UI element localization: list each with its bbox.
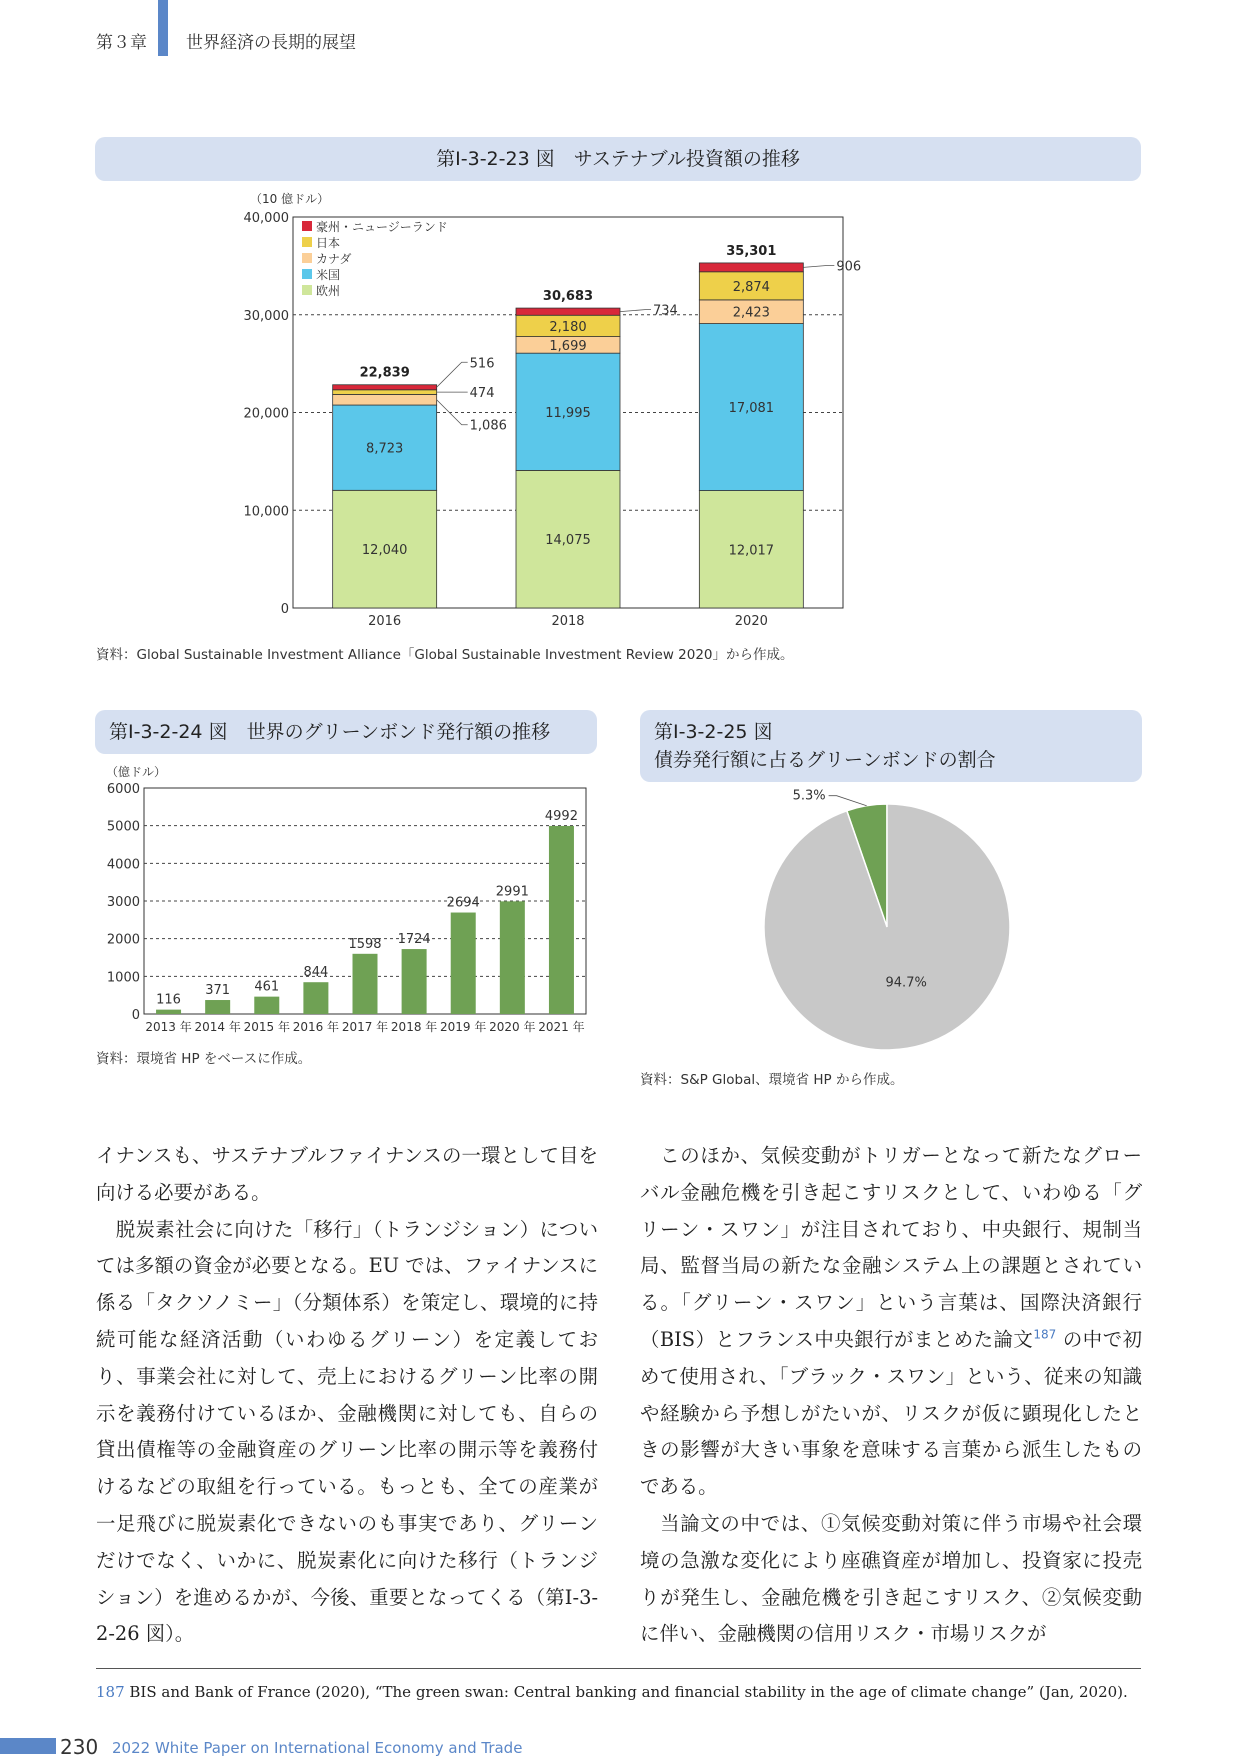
data-label: 2,180 [549,319,587,335]
x-tick-label: 2015 年 [243,1020,290,1034]
figure-24-title: 第Ⅰ-3-2-24 図 世界のグリーンボンド発行額の推移 [95,710,597,754]
y-tick-label: 0 [131,1008,140,1023]
data-label: 1598 [348,936,382,952]
total-label: 22,839 [359,365,410,381]
legend-label: 米国 [316,268,341,282]
bar [500,901,525,1014]
body-paragraph: 脱炭素社会に向けた「移行」（トランジション）については多額の資金が必要となる。EU では、ファイナンスに係る「タクソノミー」（分類体系）を策定し、環境的に持続可能な経済活動（いわゆるグリーン）を定義しており、事業会社に対して、売上におけるグリーン比率の開示を義務付けているほか、金融機関に対しても、自らの貸出債権等の金融資産のグリーン比率の開示等を義務付けるなどの取組を行っている。もっとも、全ての産業が一足飛びに脱炭素化できないのも事実であり、グリーンだけでなく、いかに、脱炭素化に向けた移行（トランジション）を進めるかが、今後、重要となってくる（第Ⅰ-3-2-26 図）。 [96,1217,598,1646]
x-tick-label: 2014 年 [194,1020,241,1034]
data-label: 1,086 [469,418,507,434]
y-tick-label: 30,000 [243,308,289,324]
green-bond-issuance-chart [96,762,596,1047]
bar [254,997,279,1014]
data-label: 12,017 [728,543,775,559]
bar [303,982,328,1014]
y-tick-label: 4000 [106,857,140,873]
x-tick-label: 2016 [368,614,402,629]
x-tick-label: 2018 [551,614,585,629]
x-tick-label: 2021 年 [538,1020,585,1034]
pie-slice [764,804,1010,1050]
data-label: 12,040 [361,543,408,559]
legend-swatch [302,221,312,231]
x-tick-label: 2017 年 [341,1020,389,1034]
page-number: 230 [60,1735,99,1759]
leader-line [803,265,834,267]
data-label: 2991 [495,884,529,900]
chapter-label: 第３章 [96,33,147,53]
footnote-divider [96,1668,1141,1669]
bar [549,826,574,1014]
data-label: 461 [254,979,280,995]
y-tick-label: 5000 [106,819,140,835]
data-label: 2694 [446,895,480,911]
body-text: の中で初めて使用され、「ブラック・スワン」という、従来の知識や経験から予想しがたいが、リスクが仮に顕現化したときの影響が大きい事象を意味する言葉から派生したものである。 [640,1327,1142,1499]
body-paragraph: イナンスも、サステナブルファイナンスの一環として目を向ける必要がある。 [96,1144,598,1204]
bar-segment [333,390,437,395]
legend-swatch [302,253,312,263]
sustainable-investment-chart [243,190,970,635]
y-tick-label: 6000 [106,782,140,797]
body-text: このほか、気候変動がトリガーとなって新たなグローバル金融危機を引き起こすリスクとして、いわゆる「グリーン・スワン」が注目されており、中央銀行、規制当局、監督当局の新たな金融システム上の課題とされている。「グリーン・スワン」という言葉は、国際決済銀行（BIS）とフランス中央銀行がまとめた論文 [640,1144,1142,1351]
bar-segment [333,394,437,405]
legend-swatch [302,237,312,247]
data-label: 11,995 [545,405,591,421]
data-label: 1,699 [549,338,587,354]
y-tick-label: 10,000 [243,504,289,520]
data-label: 2,874 [732,279,770,295]
leader-line [829,796,867,806]
y-tick-label: 40,000 [243,211,289,226]
data-label: 1724 [397,932,431,948]
slice-label: 5.3% [792,788,826,804]
data-label: 371 [205,983,231,999]
slice-label: 94.7% [885,975,927,991]
figure-25-title-line1: 第Ⅰ-3-2-25 図 [654,721,773,743]
data-label: 906 [836,259,862,275]
body-paragraph [640,1138,1142,1506]
total-label: 30,683 [542,289,594,305]
total-label: 35,301 [726,243,777,259]
header-accent-bar [158,0,168,56]
y-axis-unit: （10 億ドル） [250,192,330,206]
legend-label: 日本 [316,236,341,250]
y-tick-label: 3000 [106,895,140,910]
chapter-title: 世界経済の長期的展望 [186,33,356,53]
legend-label: カナダ [316,252,352,266]
figure-23-title: 第Ⅰ-3-2-23 図 サステナブル投資額の推移 [95,137,1141,181]
legend-swatch [302,285,312,295]
green-bond-share-pie [740,790,1040,1060]
figure-25-title-line2: 債券発行額に占るグリーンボンドの割合 [654,749,996,771]
y-tick-label: 20,000 [243,406,289,422]
bar-segment [516,308,620,315]
y-tick-label: 2000 [106,932,140,948]
leader-line [437,362,468,387]
x-tick-label: 2019 年 [440,1020,487,1034]
footnote [96,1683,1128,1701]
bar [451,913,476,1014]
body-column-right [640,1138,1142,1653]
figure-24-source: 資料：環境省 HP をベースに作成。 [96,1051,312,1067]
bar-segment [699,263,803,272]
bar [205,1000,230,1014]
data-label: 474 [469,386,495,402]
data-label: 844 [303,965,329,981]
legend-label: 欧州 [316,284,341,298]
figure-25-title [640,710,1142,782]
data-label: 2,423 [732,305,770,321]
data-label: 14,075 [545,533,591,549]
data-label: 17,081 [728,401,775,417]
legend-swatch [302,269,312,279]
x-tick-label: 2013 年 [145,1020,192,1034]
bar [156,1010,181,1014]
data-label: 8,723 [366,441,404,457]
data-label: 116 [156,992,181,1008]
x-tick-label: 2018 年 [390,1020,438,1034]
body-column-left [96,1138,598,1653]
bar [353,954,378,1014]
y-axis-unit: （億ドル） [106,765,167,779]
data-label: 4992 [544,808,578,824]
body-paragraph: 当論文の中では、①気候変動対策に伴う市場や社会環境の急激な変化により座礁資産が増加し、投資家に投売りが発生し、金融危機を引き起こすリスク、②気候変動に伴い、金融機関の信用リスク・市場リスクが [640,1511,1142,1646]
footer-accent-bar [0,1738,56,1754]
figure-23-source: 資料：Global Sustainable Investment Alliance「Global Sustainable Investment Review 2020」から作成。 [96,647,794,663]
x-tick-label: 2020 [734,614,768,629]
publication-title: 2022 White Paper on International Economy and Trade [112,1739,523,1757]
y-tick-label: 1000 [106,970,140,986]
data-label: 516 [469,356,495,372]
x-tick-label: 2020 年 [489,1020,536,1034]
leader-line [620,310,651,312]
footnote-number: 187 [96,1683,125,1701]
footnote-text: BIS and Bank of France (2020), “The green swan: Central banking and financial stability in the age of climate change” (Jan, 2020). [124,1683,1128,1701]
bar [402,949,427,1014]
x-tick-label: 2016 年 [292,1020,340,1034]
figure-25-source: 資料：S&P Global、環境省 HP から作成。 [640,1072,904,1088]
y-tick-label: 0 [280,602,289,617]
bar-segment [333,385,437,390]
data-label: 734 [653,303,678,319]
footnote-reference[interactable]: 187 [1033,1327,1057,1342]
legend-label: 豪州・ニュージーランド [316,220,448,234]
